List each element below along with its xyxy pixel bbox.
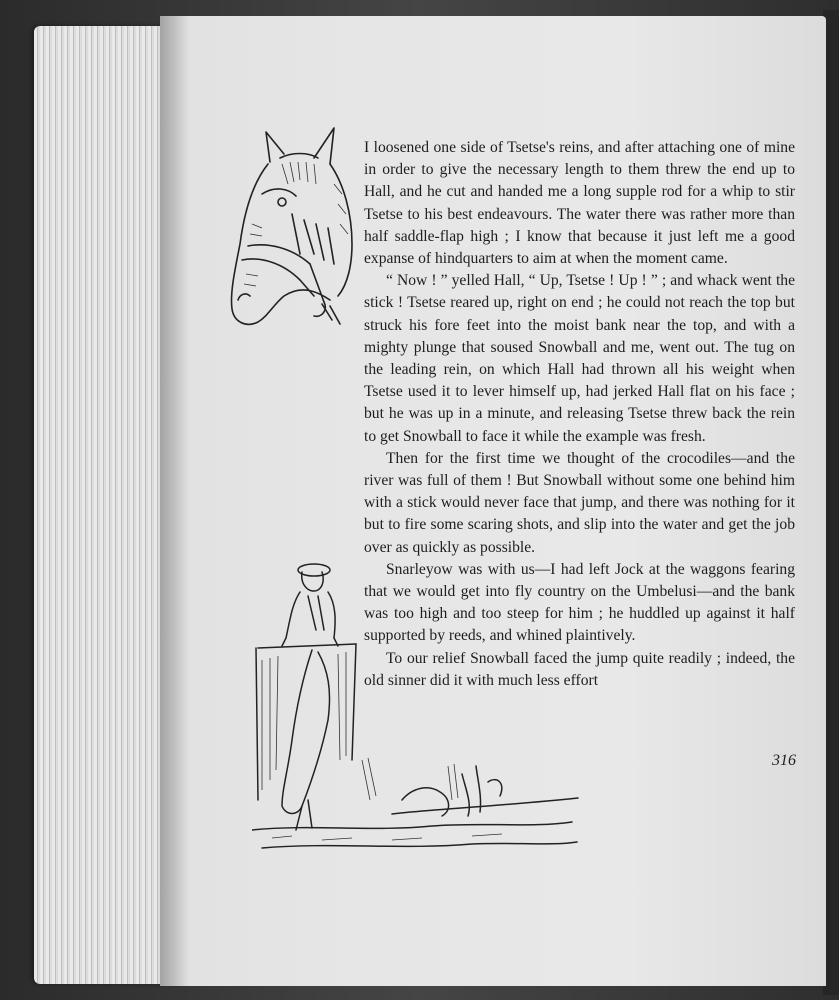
paragraph: “ Now ! ” yelled Hall, “ Up, Tsetse ! Up ! ” ; and whack went the stick ! Tsetse reared up, right on end ; he could not reach the top but struck his fore feet into the moist bank near the top, and with a mighty plunge that soused Snowball and me, went out. The tug on the leading rein, on which Hall had thrown all his weight when Tsetse used it to lever himself up, had jerked Hall flat on his face ; but he was up in a minute, and releasing Tsetse threw back the rein to get Snowball to face it while the example was fresh. — [364, 272, 795, 445]
paragraph: Snarleyow was with us—I had left Jock at the waggons fearing that we would get into fly country on the Umbelusi—and the bank was too high and too steep for him ; he huddled up against it half supported by reeds, and whined plaintively. — [364, 560, 795, 645]
horse-head-illustration — [222, 124, 362, 334]
paragraph: To our relief Snowball faced the jump quite readily ; indeed, the old sinner did it with much less effort — [364, 649, 795, 689]
page-gutter-shadow — [160, 16, 190, 986]
page-number: 316 — [772, 752, 796, 769]
body-text — [364, 137, 795, 692]
paragraph: Then for the first time we thought of the crocodiles—and the river was full of them ! But Snowball without some one behind him with a stick would never face that jump, and there was nothing for it but to fire some scaring shots, and slip into the water and get the job over as quickly as possible. — [364, 449, 795, 556]
paragraph: I loosened one side of Tsetse's reins, and after attaching one of mine in order to give the necessary length to them threw the end up to Hall, and he cut and handed me a long supple rod for a whip to stir Tsetse to his best endeavours. The water there was rather more than half saddle-flap high ; I know that because it just left me a good expanse of hindquarters to aim at when the moment came. — [364, 139, 795, 268]
